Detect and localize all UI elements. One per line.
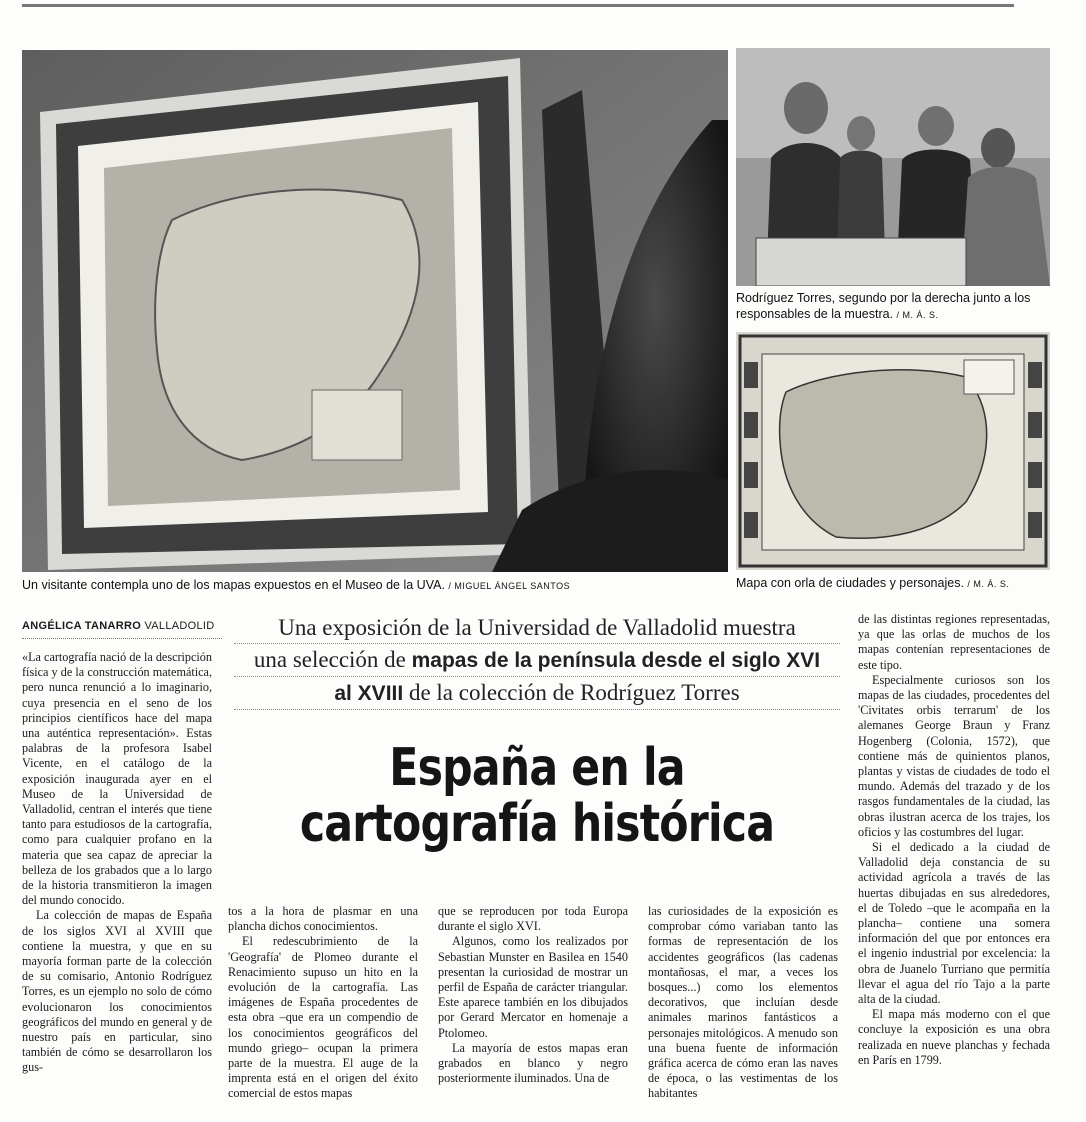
main-photo-caption-text: Un visitante contempla uno de los mapas expuestos en el Museo de la UVA. xyxy=(22,578,445,592)
subtitle xyxy=(234,612,840,710)
byline-place: VALLADOLID xyxy=(144,620,215,632)
col1-paragraph-2: La colección de mapas de España de los siglos XVI al XVIII que contiene la muestra, y que en su mayoría forman parte de la colección de su comisario, Antonio Rodríguez Torres, es un ejemplo no solo de cómo evolucionaron los conocimientos geográficos del mundo en general y de nuestro país en particular, sino también de cómo se desarrollaron los gus- xyxy=(22,908,212,1075)
headline xyxy=(289,740,786,852)
col4-paragraph-1: las curiosidades de la exposición es comprobar cómo variaban tanto las formas de representación de los accidentes geográficos (las cadenas montañosas, el mar, a veces los bosques...) como los elementos decorativos, que incluían desde animales marinos fantásticos a personajes mitológicos. A menudo son una buena fuente de información gráfica acerca de cómo eran las naves de época, o las vestimentas de los habitantes xyxy=(648,904,838,1101)
column-5 xyxy=(858,612,1050,1068)
column-4 xyxy=(648,904,838,1102)
column-1 xyxy=(22,650,212,1076)
headline-line-2: cartografía histórica xyxy=(299,794,775,854)
col5-paragraph-1: de las distintas regiones representadas, ya que las orlas de muchos de los mapas contenían representaciones de este tipo. xyxy=(858,612,1050,672)
bottom-right-credit: / M. Á. S. xyxy=(967,579,1010,589)
col3-paragraph-2: Algunos, como los realizados por Sebastian Munster en Basilea en 1540 presentan la curiosidad de mostrar un perfil de España de carácter triangular. Este aparece también en los dibujados por Gerard Mercator en homenaje a Ptolomeo. xyxy=(438,934,628,1040)
byline xyxy=(22,620,222,632)
subtitle-line-1: Una exposición de la Universidad de Valladolid muestra xyxy=(234,612,840,644)
subtitle-line-3-bold: al XVIII xyxy=(334,682,404,705)
subtitle-line-2 xyxy=(234,644,840,677)
column-3 xyxy=(438,904,628,1086)
people-photo-illustration xyxy=(736,48,1050,286)
bottom-right-caption xyxy=(736,575,1054,592)
bottom-right-caption-text: Mapa con orla de ciudades y personajes. xyxy=(736,576,964,590)
bottom-right-photo xyxy=(736,332,1050,570)
col2-paragraph-2: El redescubrimiento de la 'Geografía' de Plomeo durante el Renacimiento supuso un hito en la evolución de la cartografía. Las imágenes de España procedentes de esta obra –que era un compendio de los conocimientos geográficos del mundo griego– ocupan la primera parte de la muestra. El auge de la imprenta está en el origen del éxito comercial de estos mapas xyxy=(228,934,418,1101)
top-rule xyxy=(22,4,1014,7)
col3-paragraph-3: La mayoría de estos mapas eran grabados en blanco y negro posteriormente iluminados. Una de xyxy=(438,1040,628,1086)
top-right-credit: / M. Á. S. xyxy=(896,310,939,320)
subtitle-line-2-plain: una selección de xyxy=(253,647,412,672)
main-photo-caption xyxy=(22,577,728,594)
col5-paragraph-2: Especialmente curiosos son los mapas de las ciudades, procedentes del 'Civitates orbis terrarum' de los alemanes George Braun y Franz Hogenberg (Colonia, 1572), que contiene más de quinientos planos, plantas y vistas de ciudades de todo el mundo. Además del trazado y de los rasgos fundamentales de la ciudad, las obras ilustran acerca de los trajes, los oficios y las costumbres del lugar. xyxy=(858,672,1050,839)
top-right-photo xyxy=(736,48,1050,286)
col2-paragraph-1: tos a la hora de plasmar en una plancha dichos conocimientos. xyxy=(228,904,418,934)
top-right-caption xyxy=(736,290,1054,323)
byline-author: ANGÉLICA TANARRO xyxy=(22,620,142,632)
headline-line-1: España en la xyxy=(389,738,685,798)
main-photo xyxy=(22,50,728,572)
subtitle-line-3 xyxy=(234,677,840,710)
subtitle-line-3-plain: de la colección de Rodríguez Torres xyxy=(403,680,740,705)
map-photo-illustration xyxy=(736,332,1050,570)
column-2 xyxy=(228,904,418,1102)
main-photo-credit: / MIGUEL ÁNGEL SANTOS xyxy=(448,581,571,591)
main-photo-illustration xyxy=(22,50,728,572)
subtitle-line-2-bold: mapas de la península desde el siglo XVI xyxy=(411,649,821,672)
col5-paragraph-4: El mapa más moderno con el que concluye la exposición es una obra realizada en nueve planchas y fechada en París en 1799. xyxy=(858,1007,1050,1067)
col3-paragraph-1: que se reproducen por toda Europa durante el siglo XVI. xyxy=(438,904,628,934)
col5-paragraph-3: Si el dedicado a la ciudad de Valladolid deja constancia de su actividad agrícola a través de las huertas dibujadas en sus alrededores, el de Toledo –que le acompaña en la plancha– contiene una somera información del que por entonces era el ingenio industrial por excelencia: la obra de Juanelo Turriano que permitía llevar el agua del río Tajo a la parte alta de la ciudad. xyxy=(858,840,1050,1007)
byline-rule xyxy=(22,638,222,639)
top-right-caption-text: Rodríguez Torres, segundo por la derecha junto a los responsables de la muestra. xyxy=(736,291,1031,321)
col1-paragraph-1: «La cartografía nació de la descripción física y de la construcción matemática, pero nunca renunció a lo imaginario, cuya presencia en el seno de los principios científicos hace del mapa una auténtica representación». Estas palabras de la profesora Isabel Vicente, en el catálogo de la exposición inaugurada ayer en el Museo de la Universidad de Valladolid, centran el interés que tiene tanto para estudiosos de la cartografía, como para cualquier profano en la materia que sea capaz de apreciar la belleza de los grabados que a lo largo de la historia transmitieron la imagen del mundo conocido. xyxy=(22,650,212,908)
